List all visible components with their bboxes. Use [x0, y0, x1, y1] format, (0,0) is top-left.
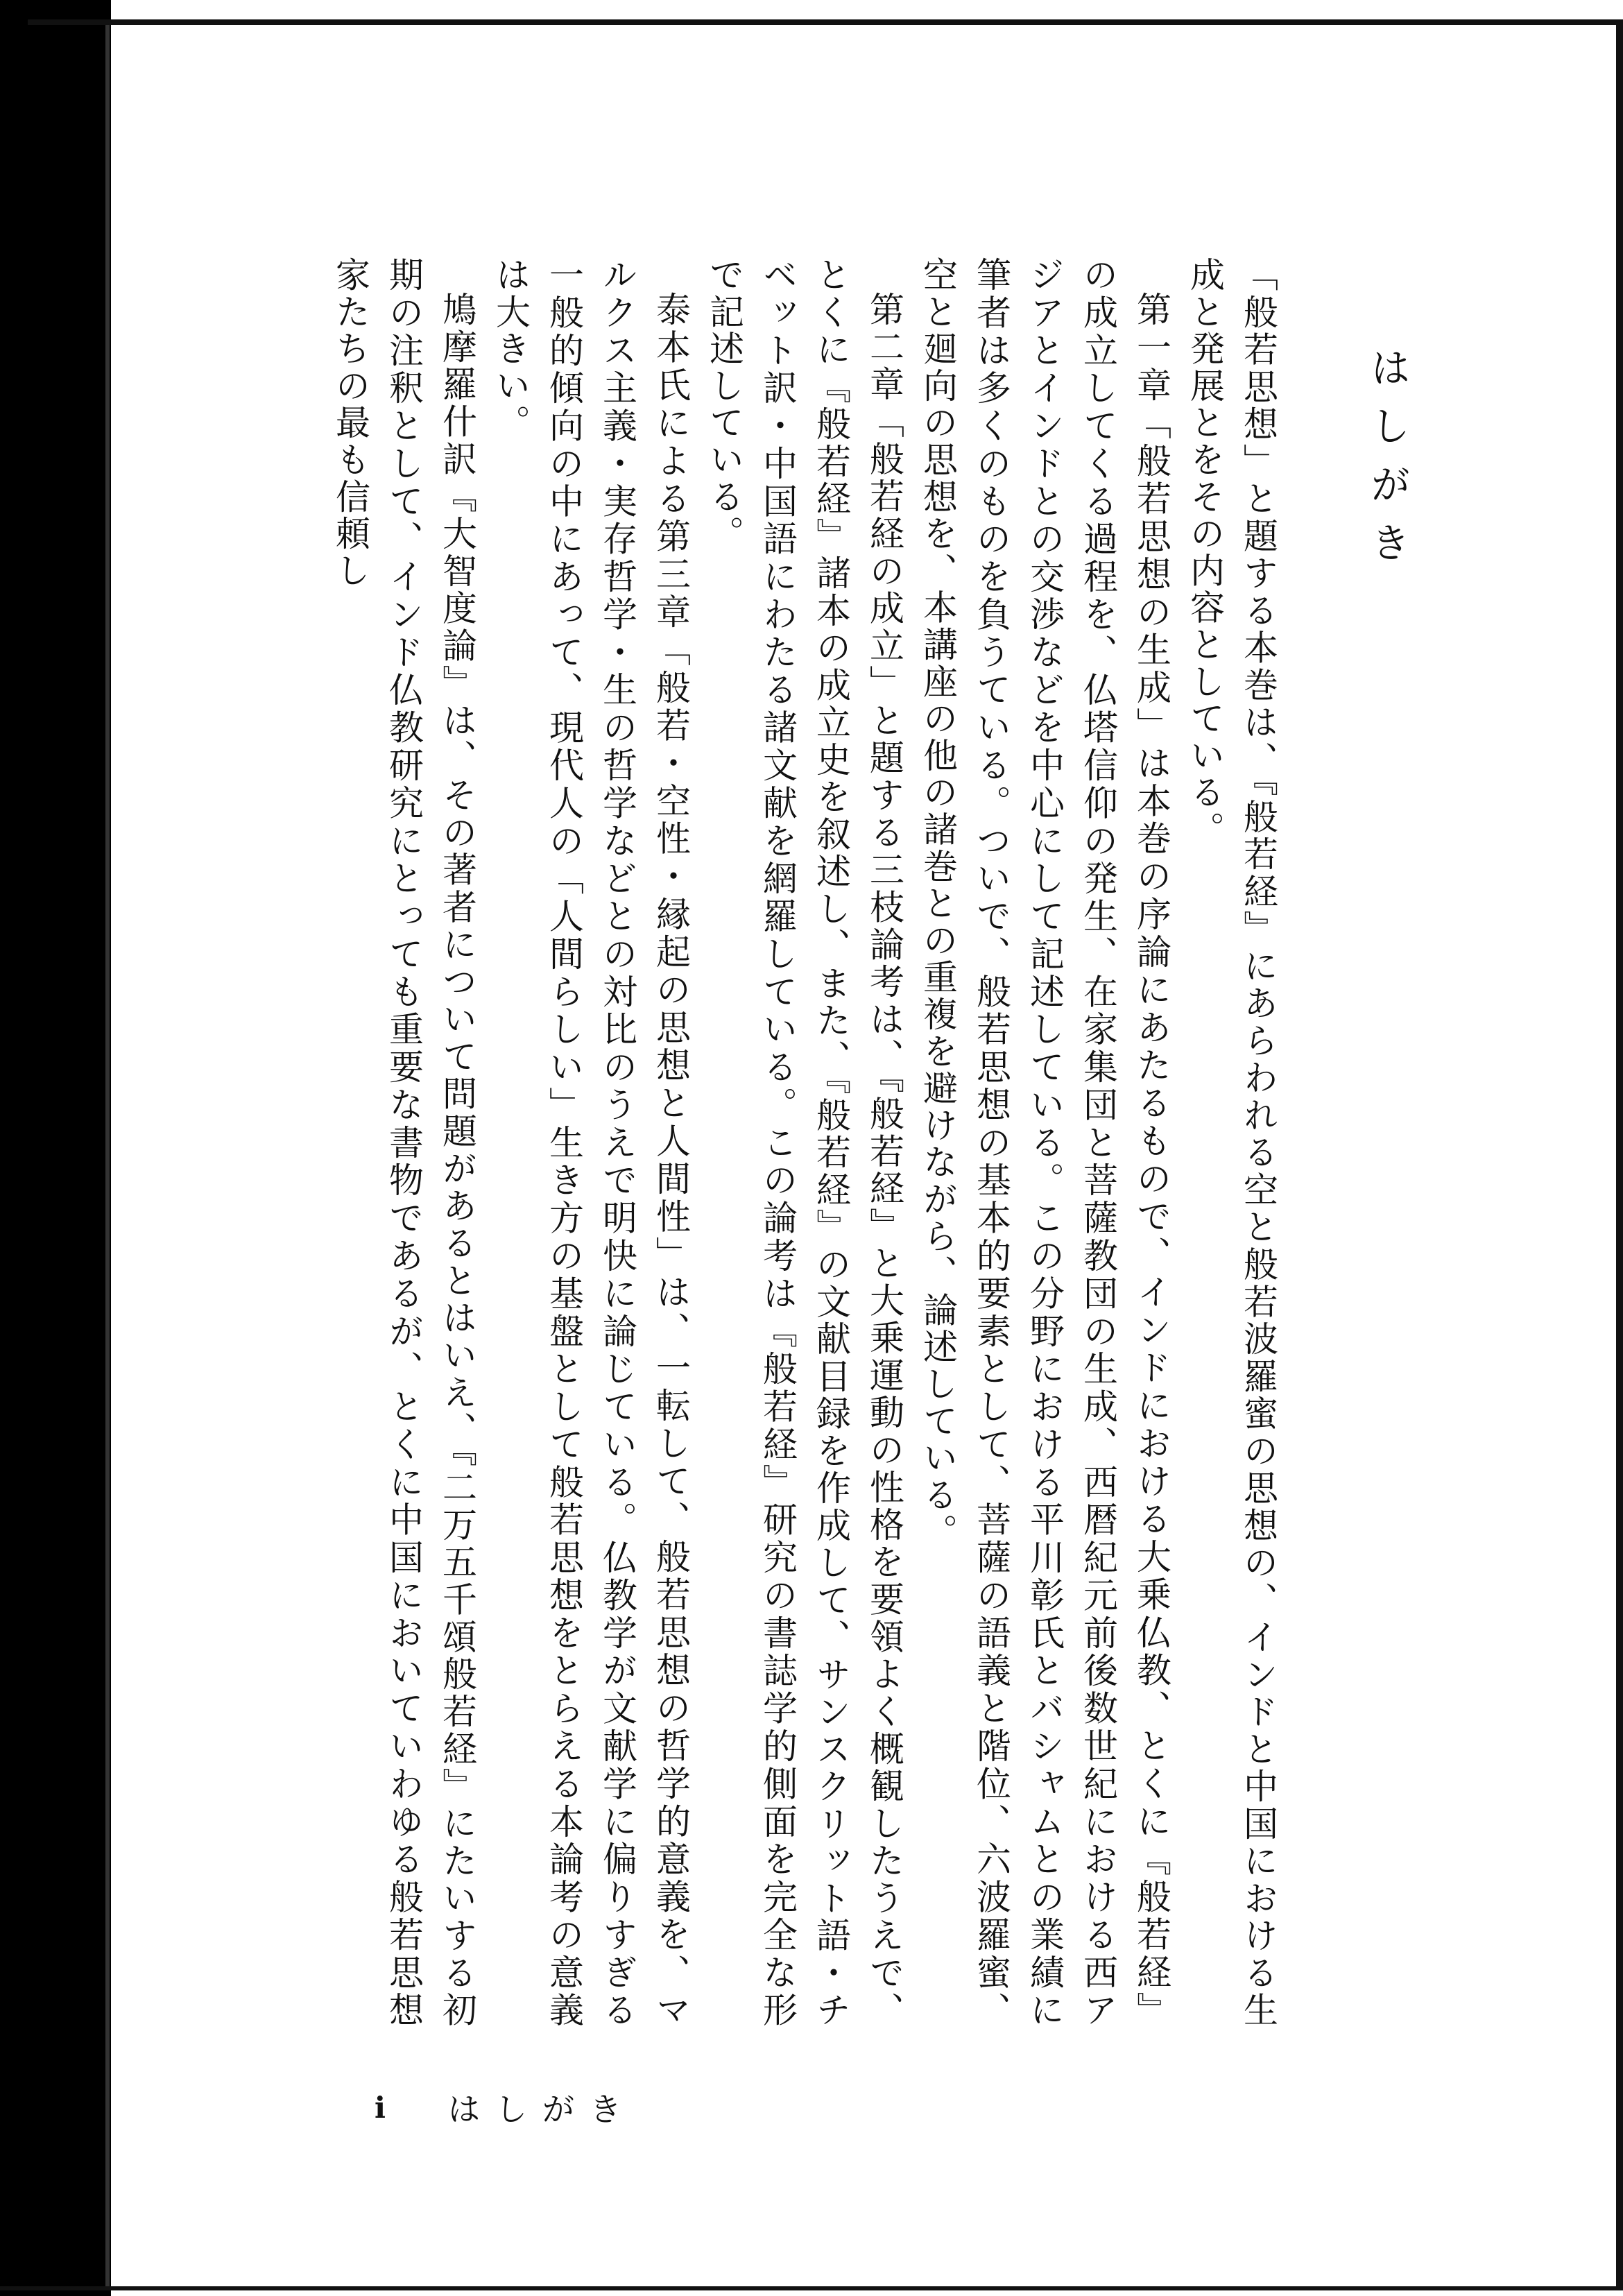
- paragraph-3: 第二章「般若経の成立」と題する三枝論考は、『般若経』と大乗運動の性格を要領よく概観したうえで、とくに『般若経』諸本の成立史を叙述し、また、『般若経』の文献目録を作成して、サンスクリット語・チベット訳・中国語にわたる諸文献を網羅している。この論考は『般若経』研究の書誌学的側面を完全な形で記述している。: [704, 257, 904, 2029]
- page-title: はしがき: [1364, 347, 1411, 580]
- body-text: [330, 257, 1285, 2029]
- paragraph-4: 泰本氏による第三章「般若・空性・縁起の思想と人間性」は、一転して、般若思想の哲学的意義を、マルクス主義・実存哲学・生の哲学などとの対比のうえで明快に論じている。仏教学が文献学に偏りすぎる一般的傾向の中にあって、現代人の「人間らしい」生き方の基盤として般若思想をとらえる本論考の意義は大きい。: [490, 257, 691, 2029]
- paragraph-5: 鳩摩羅什訳『大智度論』は、その著者について問題があるとはいえ、『二万五千頌般若経』にたいする初期の注釈として、インド仏教研究にとっても重要な書物であるが、とくに中国においていわゆる般若思想家たちの最も信頼し: [330, 257, 477, 2029]
- paragraph-1: 「般若思想」と題する本巻は、『般若経』にあらわれる空と般若波羅蜜の思想の、インドと中国における生成と発展とをその内容としている。: [1185, 257, 1278, 2029]
- scan-top-edge: [28, 19, 1623, 25]
- scan-right-edge: [1616, 19, 1623, 2290]
- running-head: はしがき: [447, 2091, 637, 2128]
- scan-bottom-edge: [0, 2286, 1623, 2290]
- scan-left-edge: [105, 25, 110, 2286]
- page-number: i: [375, 2090, 386, 2125]
- paragraph-2: 第一章「般若思想の生成」は本巻の序論にあたるもので、インドにおける大乗仏教、とくに『般若経』の成立してくる過程を、仏塔信仰の発生、在家集団と菩薩教団の生成、西暦紀元前後数世紀における西アジアとインドとの交渉などを中心にして記述している。この分野における平川彰氏とバシャムとの業績に筆者は多くのものを負うている。ついで、般若思想の基本的要素として、菩薩の語義と階位、六波羅蜜、空と廻向の思想を、本講座の他の諸巻との重複を避けながら、論述している。: [918, 257, 1171, 2029]
- scan-left-border: [0, 0, 111, 2296]
- page-footer: [375, 2087, 637, 2128]
